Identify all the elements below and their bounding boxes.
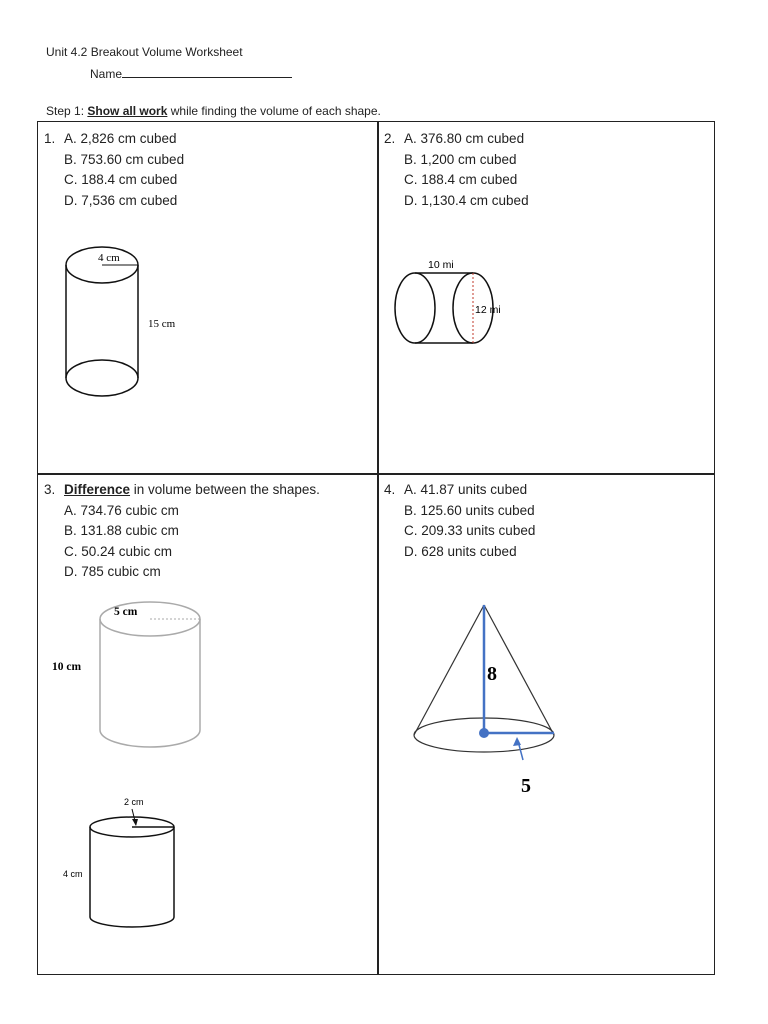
instructions-prefix: Step 1: (46, 104, 88, 118)
radius-label: 5 cm (114, 606, 138, 618)
large-cylinder-figure-q3 (52, 600, 220, 755)
height-label: 15 cm (148, 318, 176, 330)
option-a[interactable]: A. 734.76 cubic cm (64, 502, 179, 518)
option-c[interactable]: C. 188.4 cm cubed (404, 172, 518, 187)
name-field[interactable] (90, 66, 292, 81)
radius-label: 5 (521, 775, 531, 797)
option-a[interactable]: A. 2,826 cm cubed (64, 131, 177, 146)
option-a[interactable]: A. 376.80 cm cubed (404, 131, 525, 146)
radius-label: 2 cm (124, 797, 144, 807)
grid-divider-horizontal (37, 473, 715, 475)
option-c[interactable]: C. 188.4 cm cubed (64, 172, 178, 187)
instructions-suffix: while finding the volume of each shape. (167, 104, 381, 118)
instructions-emphasis: Show all work (87, 104, 168, 118)
question-4 (384, 480, 535, 562)
prompt-text: in volume between the shapes. (130, 482, 320, 497)
option-d[interactable]: D. 628 units cubed (404, 543, 517, 559)
option-c[interactable]: C. 209.33 units cubed (404, 523, 536, 538)
horizontal-cylinder-figure-q2 (390, 255, 520, 355)
cone-figure-q4 (405, 600, 575, 800)
option-d[interactable]: D. 785 cubic cm (64, 564, 161, 579)
cylinder-figure-q1 (60, 245, 190, 405)
option-b[interactable]: B. 1,200 cm cubed (404, 151, 517, 167)
name-blank-line[interactable] (122, 66, 292, 78)
option-b[interactable]: B. 753.60 cm cubed (64, 151, 185, 167)
worksheet-title: Unit 4.2 Breakout Volume Worksheet (46, 45, 243, 59)
question-1 (44, 129, 184, 211)
height-label: 8 (487, 663, 497, 685)
instructions (46, 104, 381, 118)
prompt-emphasis: Difference (64, 482, 131, 497)
question-number: 1. (44, 131, 56, 146)
length-label: 10 mi (428, 259, 454, 271)
height-label: 10 cm (52, 661, 82, 673)
option-c[interactable]: C. 50.24 cubic cm (64, 543, 173, 559)
question-2 (384, 129, 529, 211)
question-number: 3. (44, 482, 56, 497)
small-cylinder-figure-q3 (60, 795, 210, 935)
name-label: Name (90, 67, 123, 81)
radius-label: 4 cm (98, 252, 120, 264)
height-label: 4 cm (63, 869, 83, 879)
diameter-label: 12 mi (475, 304, 501, 316)
option-d[interactable]: D. 1,130.4 cm cubed (404, 192, 529, 208)
option-b[interactable]: B. 131.88 cubic cm (64, 523, 179, 538)
question-number: 4. (384, 482, 396, 497)
question-3 (44, 480, 320, 583)
option-b[interactable]: B. 125.60 units cubed (404, 502, 535, 518)
option-d[interactable]: D. 7,536 cm cubed (64, 192, 178, 208)
grid-divider-vertical (377, 121, 379, 975)
option-a[interactable]: A. 41.87 units cubed (404, 482, 528, 497)
question-number: 2. (384, 131, 396, 146)
